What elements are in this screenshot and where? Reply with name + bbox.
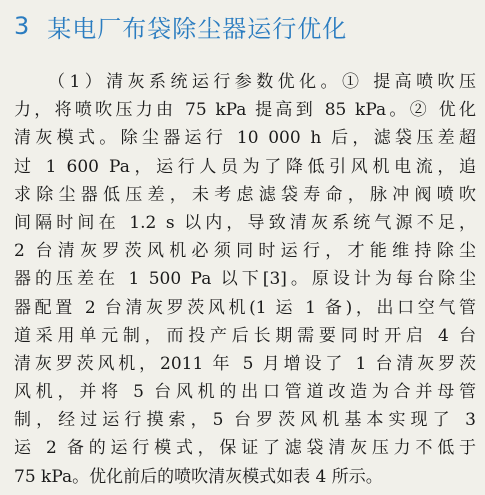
text-line: 求除尘器低压差，未考虑滤袋寿命，脉冲阀喷吹 — [14, 184, 476, 205]
text-line: 过 1 600 Pa，运行人员为了降低引风机电流，追 — [14, 156, 476, 177]
text-line: 清灰罗茨风机，2011 年 5 月增设了 1 台清灰罗茨 — [14, 353, 476, 374]
section-number: 3 — [14, 12, 30, 40]
text-line: 风机，并将 5 台风机的出口管道改造为合并母管 — [14, 382, 476, 403]
section-heading — [14, 10, 347, 42]
text-line: 制，经过运行摸索，5 台罗茨风机基本实现了 3 — [14, 410, 476, 431]
text-line: 器配置 2 台清灰罗茨风机(1 运 1 备)，出口空气管 — [14, 297, 476, 318]
text-line: 道采用单元制，而投产后长期需要同时开启 4 台 — [14, 325, 476, 346]
text-line: 清灰模式。除尘器运行 10 000 h 后，滤袋压差超 — [14, 128, 476, 149]
text-line: 运 2 备的运行模式，保证了滤袋清灰压力不低于 — [14, 438, 476, 459]
text-line: （1）清灰系统运行参数优化。① 提高喷吹压 — [48, 72, 476, 92]
body-paragraph — [14, 68, 476, 491]
text-line: 2 台清灰罗茨风机必须同时运行，才能维持除尘 — [14, 241, 476, 262]
text-line: 75 kPa。优化前后的喷吹清灰模式如表 4 所示。 — [14, 466, 383, 487]
text-line: 器的压差在 1 500 Pa 以下[3]。原设计为每台除尘 — [14, 269, 476, 290]
section-title: 某电厂布袋除尘器运行优化 — [47, 14, 348, 43]
text-line: 力，将喷吹压力由 75 kPa 提高到 85 kPa。② 优化 — [14, 100, 476, 121]
text-line: 间隔时间在 1.2 s 以内，导致清灰系统气源不足， — [14, 212, 476, 233]
